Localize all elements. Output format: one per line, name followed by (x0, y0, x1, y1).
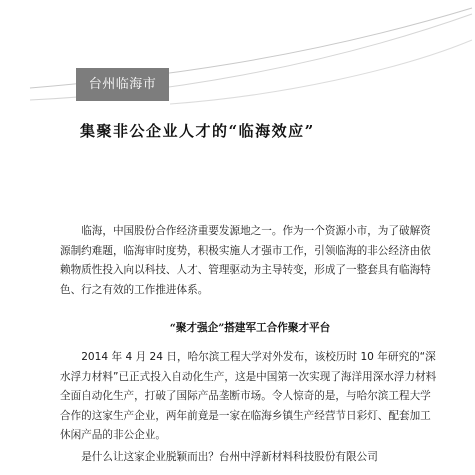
paragraph-2-text: 2014 年 4 月 24 日，哈尔滨工程大学对外发布，该校历时 10 年研究的“深水浮力材料”已正式投入自动化生产，这是中国第一次实现了海洋用深水浮力材料全面自动化生产，打破了国际产品垄断市场。令人惊奇的是，与哈尔滨工程大学合作的这家生产企业，两年前竟是一家在临海乡镇生产经营节日彩灯、配套加工休闲产品的非公企业。 (60, 351, 437, 442)
article-title: 集聚非公企业人才的“临海效应” (80, 122, 315, 140)
section-subheading: “聚才强企”搭建军工合作聚才平台 (169, 322, 331, 334)
paragraph-3-text: 是什么让这家企业脱颖而出？台州中浮新材料科技股份有限公司 (81, 451, 378, 463)
curve-line-3 (170, 40, 472, 104)
paragraph-1-text: 临海，中国股份合作经济重要发源地之一。作为一个资源小市，为了破解资源制约难题，临海审时度势，积极实施人才强市工作，引领临海的非公经济由依赖物质性投入向以科技、人才、管理驱动为主导转变，形成了一整套具有临海特色、行之有效的工作推进体系。 (60, 225, 431, 296)
paragraph-story (60, 348, 440, 446)
paragraph-intro (60, 222, 440, 300)
section-tag: 台州临海市 (76, 68, 169, 101)
paragraph-question (60, 448, 440, 468)
